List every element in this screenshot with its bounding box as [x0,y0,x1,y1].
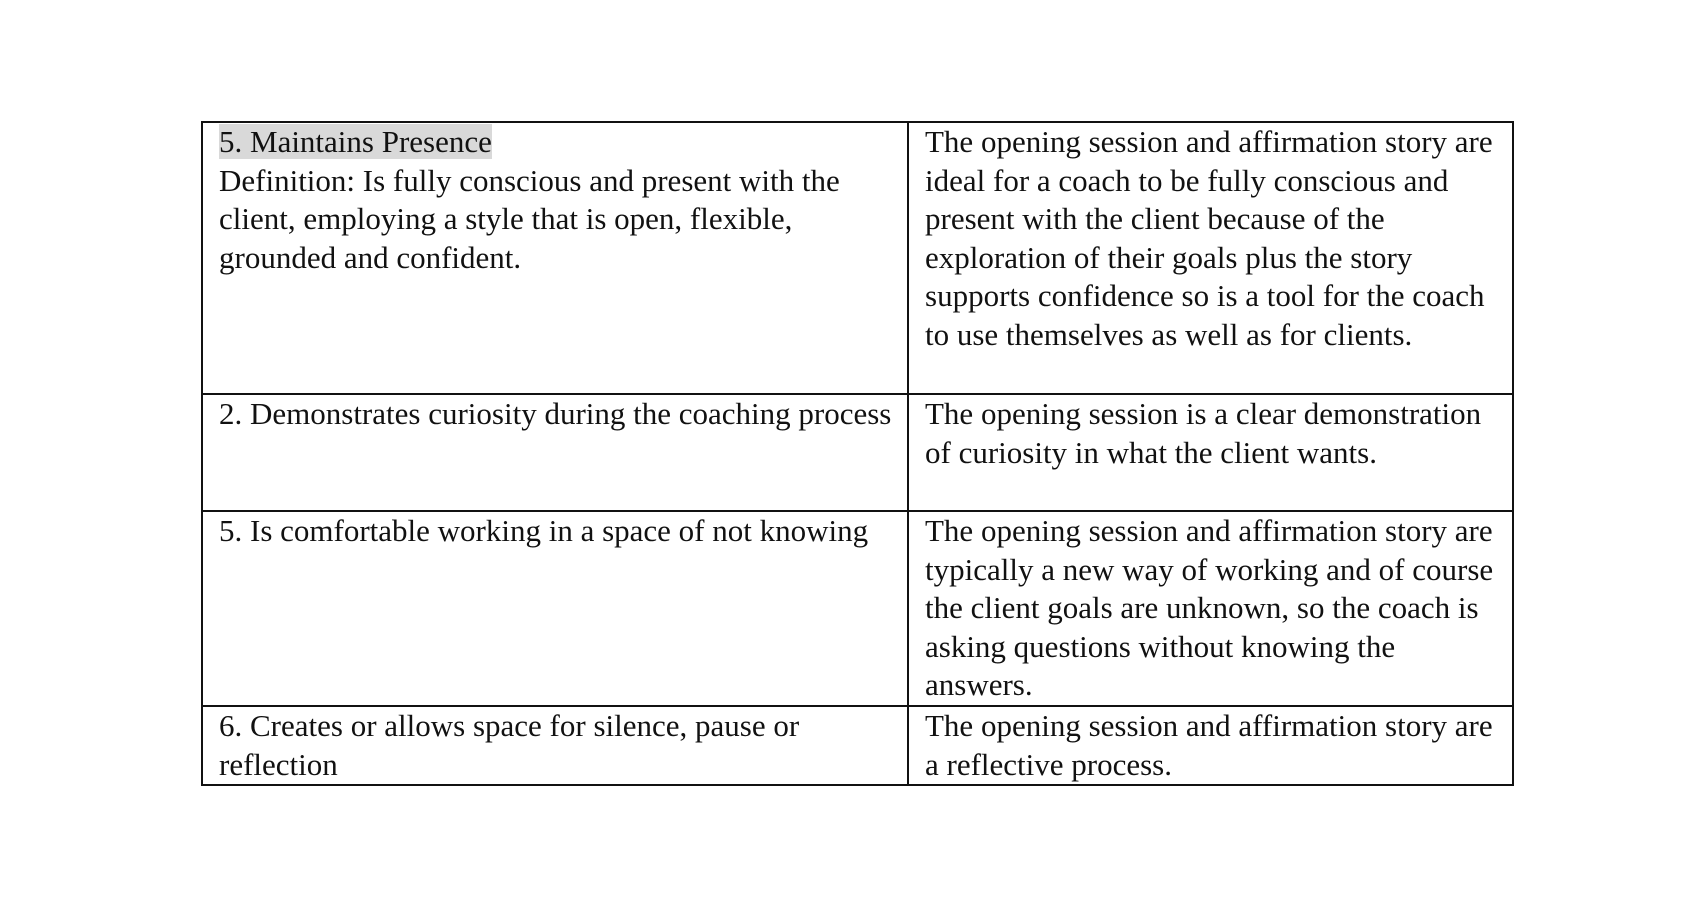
criterion-cell: 5. Is comfortable working in a space of not knowing [202,511,908,706]
response-cell: The opening session and affirmation story are ideal for a coach to be fully conscious and present with the client because of the exploration of their goals plus the story supports confidence so is a tool for the coach to use themselves as well as for clients. [908,122,1513,394]
competency-cell [202,122,908,394]
response-cell: The opening session and affirmation story are a reflective process. [908,706,1513,785]
competency-heading: 5. Maintains Presence [219,124,492,159]
response-cell: The opening session and affirmation story are typically a new way of working and of course the client goals are unknown, so the coach is asking questions without knowing the answers. [908,511,1513,706]
response-cell: The opening session is a clear demonstration of curiosity in what the client wants. [908,394,1513,511]
competency-definition: Definition: Is fully conscious and present with the client, employing a style that is open, flexible, grounded and confident. [219,162,840,275]
criterion-cell: 6. Creates or allows space for silence, pause or reflection [202,706,908,785]
table-row [202,122,1513,394]
criterion-cell: 2. Demonstrates curiosity during the coaching process [202,394,908,511]
table-row [202,511,1513,706]
competency-table [201,121,1514,786]
table-row [202,394,1513,511]
table-row [202,706,1513,785]
